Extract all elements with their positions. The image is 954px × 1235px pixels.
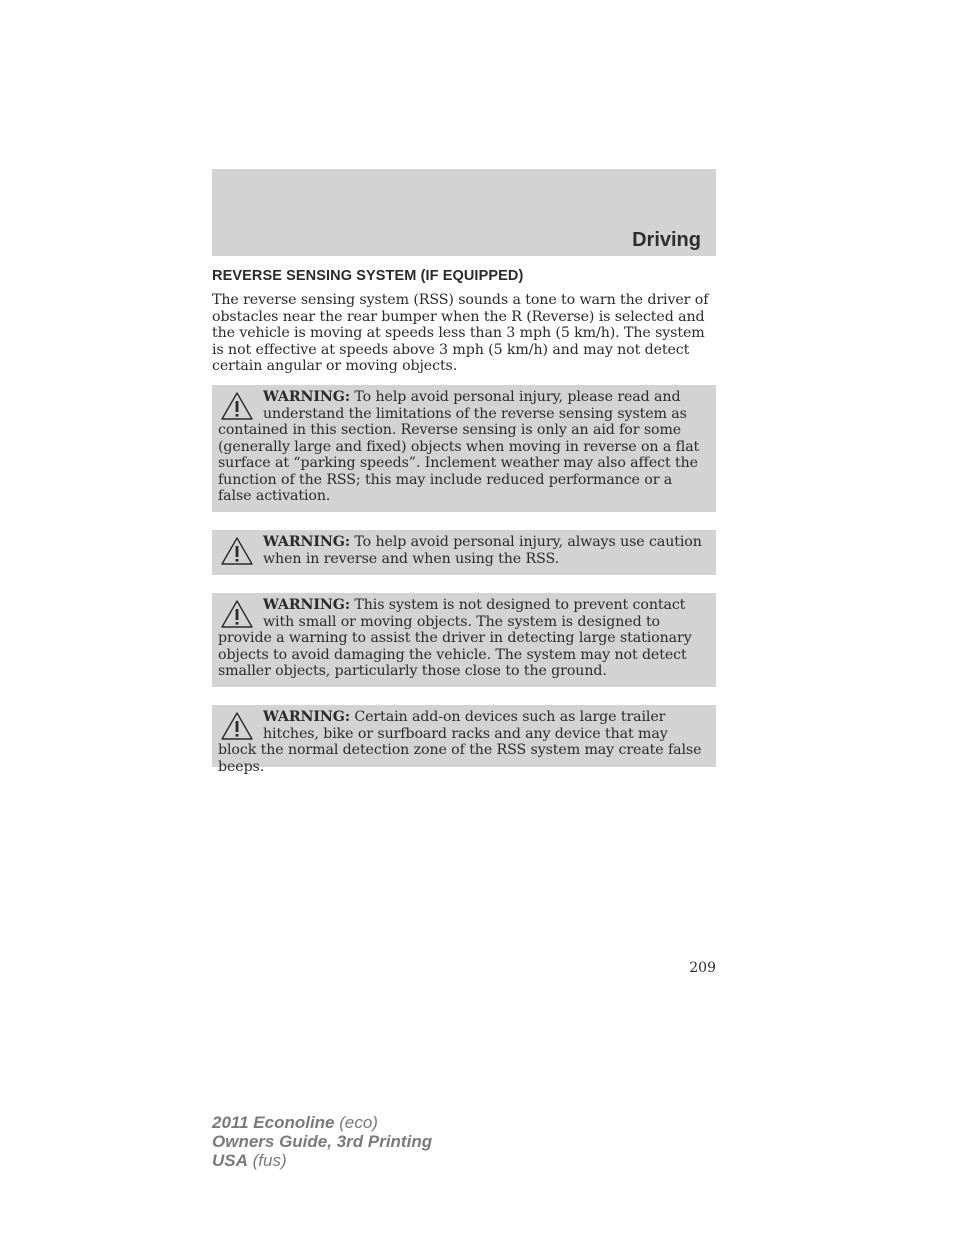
warning-label: WARNING: — [263, 597, 350, 613]
footer-market-name: USA — [212, 1151, 248, 1170]
warning-text: This system is not designed to prevent contact with small or moving objects. The system is designed to provide a warning to assist the driver in detecting large stationary objects to avoid damaging the vehicle. The system may not detect smaller objects, particularly those close to the ground. — [218, 597, 692, 679]
document-footer — [212, 1113, 432, 1170]
warning-text: To help avoid personal injury, please read and understand the limitations of the reverse sensing system as contained in this section. Reverse sensing is only an aid for some (generally large and fixed) objects when moving in reverse on a flat surface at “parking speeds”. Inclement weather may also affect the function of the RSS; this may include reduced performance or a false activation. — [218, 389, 700, 504]
warning-label: WARNING: — [263, 534, 350, 550]
section-heading: REVERSE SENSING SYSTEM (IF EQUIPPED) — [212, 268, 524, 284]
chapter-header-band — [212, 169, 716, 256]
warning-box — [212, 593, 716, 687]
warning-text: To help avoid personal injury, always use caution when in reverse and when using the RSS. — [263, 534, 702, 567]
warning-box — [212, 705, 716, 775]
warning-triangle-icon — [220, 711, 254, 741]
footer-model-name: 2011 Econoline — [212, 1113, 335, 1132]
footer-guide-name: Owners Guide, 3rd Printing — [212, 1132, 433, 1151]
footer-line-market — [212, 1151, 432, 1170]
warning-triangle-icon — [220, 599, 254, 629]
warning-text: Certain add-on devices such as large trailer hitches, bike or surfboard racks and any device that may block the normal detection zone of the RSS system may create false beeps. — [218, 709, 702, 775]
footer-line-model — [212, 1113, 432, 1132]
footer-market-code: (fus) — [247, 1151, 287, 1170]
footer-line-guide — [212, 1132, 432, 1151]
warning-box — [212, 385, 716, 512]
footer-model-code: (eco) — [334, 1113, 378, 1132]
warning-label: WARNING: — [263, 709, 350, 725]
intro-paragraph: The reverse sensing system (RSS) sounds a tone to warn the driver of obstacles near the rear bumper when the R (Reverse) is selected and the vehicle is moving at speeds less than 3 mph (5 km/h). The system is not effective at speeds above 3 mph (5 km/h) and may not detect certain angular or moving objects. — [212, 292, 709, 375]
warning-label: WARNING: — [263, 389, 350, 405]
chapter-title: Driving — [632, 229, 701, 251]
warning-triangle-icon — [220, 391, 254, 421]
warning-box — [212, 530, 716, 575]
warning-triangle-icon — [220, 536, 254, 566]
page-number: 209 — [689, 960, 716, 976]
